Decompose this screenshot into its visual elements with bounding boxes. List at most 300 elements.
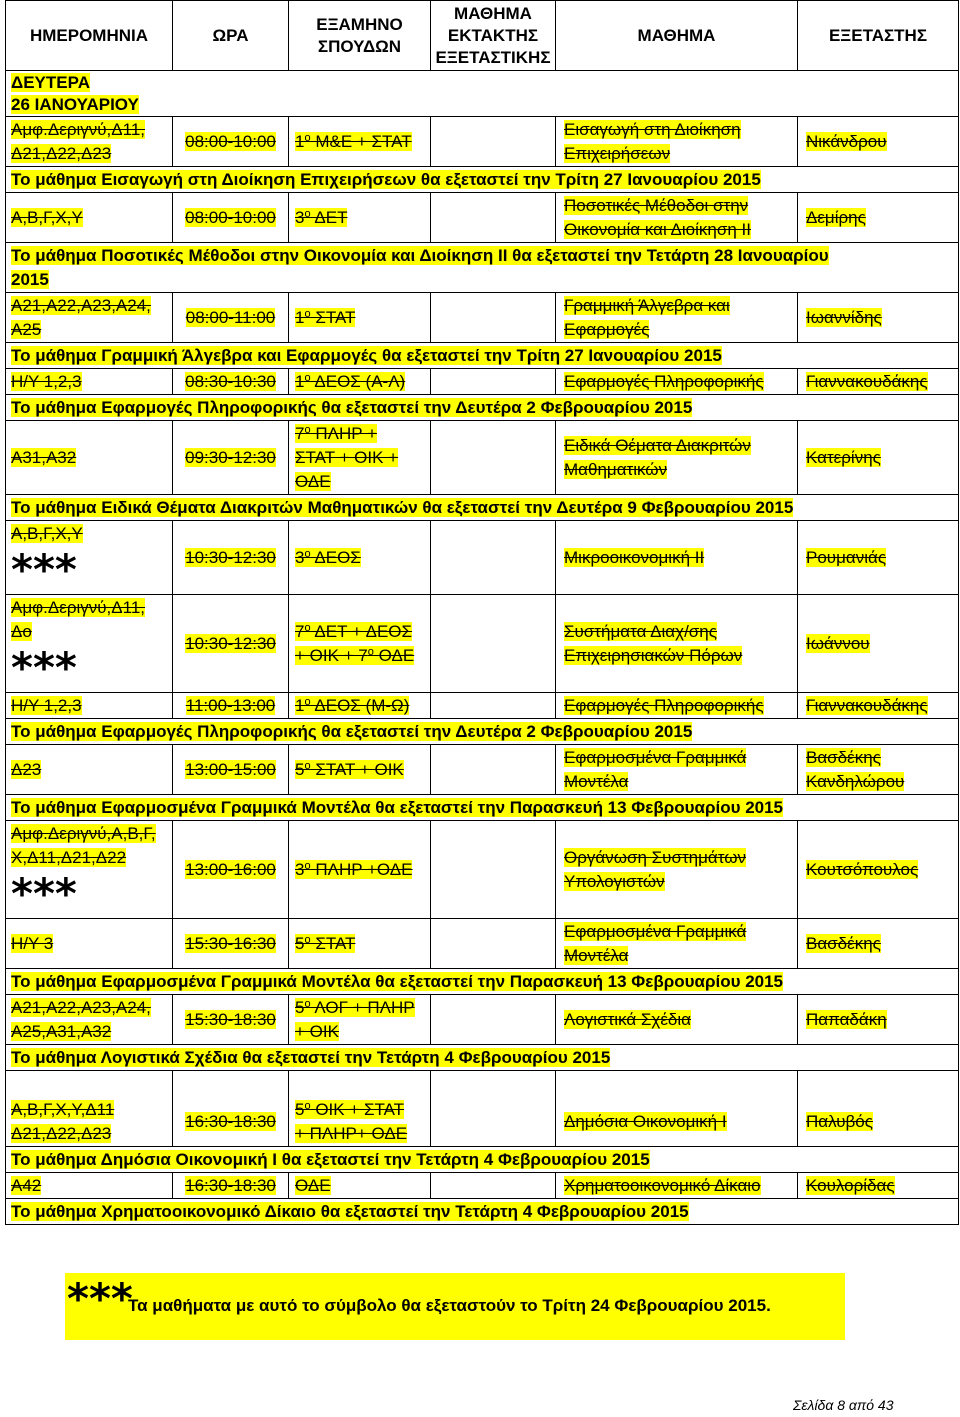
examiner-cell [798, 521, 959, 595]
makeup-course-cell [431, 1071, 556, 1147]
semester-line [295, 858, 422, 882]
time-text: 08:00-11:00 [185, 308, 276, 327]
exam-marker: *** [11, 545, 77, 594]
room-line [11, 1174, 170, 1198]
course-line [564, 546, 789, 570]
semester-text: $5^o$ ΣΤΑΤ [295, 934, 356, 953]
course-line [564, 194, 789, 218]
ordinal-superscript: ο [304, 548, 311, 560]
note-text: Το μάθημα Χρηματοοικονομικό Δίκαιο θα εξεταστεί την Τετάρτη 4 Φεβρουαρίου 2015 [11, 1202, 689, 1221]
header-row [6, 1, 959, 71]
course-text: Λογιστικά Σχέδια [564, 1010, 691, 1029]
time-line [175, 546, 286, 570]
time-text: 15:30-18:30 [185, 1010, 276, 1029]
time-line [175, 206, 286, 230]
examiner-line [806, 206, 950, 230]
course-text: Εφαρμογές [564, 320, 650, 339]
time-text: 13:00-15:00 [185, 760, 276, 779]
time-line [175, 370, 286, 394]
course-cell [556, 821, 798, 919]
exam-row [6, 745, 959, 795]
header-makeup-course [431, 1, 556, 71]
semester-text: $5^o$ ΣΤΑΤ + ΟΙΚ [295, 760, 404, 779]
examiner-text: Γιαννακουδάκης [806, 372, 928, 391]
room-line [11, 822, 170, 846]
makeup-course-cell [431, 821, 556, 919]
time-text: 11:00-13:00 [185, 696, 276, 715]
room-line [11, 1098, 170, 1122]
note-row [6, 395, 959, 421]
makeup-course-cell [431, 117, 556, 167]
course-text: Οργάνωση Συστημάτων [564, 848, 747, 867]
examiner-text: Κατερίνης [806, 448, 881, 467]
semester-cell [289, 821, 431, 919]
semester-line [295, 694, 422, 718]
semester-line [295, 306, 422, 330]
room-text: Δ21,Δ22,Δ23 [11, 144, 112, 163]
note-cell [6, 969, 959, 995]
exam-row [6, 421, 959, 495]
note-row [6, 1147, 959, 1173]
time-cell [173, 1071, 289, 1147]
time-cell [173, 193, 289, 243]
note-text: Το μάθημα Εφαρμοσμένα Γραμμικά Μοντέλα θα εξεταστεί την Παρασκευή 13 Φεβρουαρίου 2015 [11, 798, 784, 817]
note-line [11, 396, 950, 420]
note-row [6, 495, 959, 521]
course-line [564, 870, 789, 894]
time-cell [173, 745, 289, 795]
time-line [175, 1174, 286, 1198]
semester-text: $1^o$ ΔΕΟΣ (Α-Λ) [295, 372, 406, 391]
note-line [11, 496, 950, 520]
examiner-text: Νικάνδρου [806, 132, 887, 151]
time-cell [173, 293, 289, 343]
course-text: Εισαγωγή στη Διοίκηση [564, 120, 741, 139]
note-text: Το μάθημα Γραμμική Άλγεβρα και Εφαρμογές θα εξεταστεί την Τρίτη 27 Ιανουαρίου 2015 [11, 346, 722, 365]
time-line [175, 694, 286, 718]
course-cell [556, 193, 798, 243]
time-cell [173, 919, 289, 969]
header-semester-label: ΕΞΑΜΗΝΟ [316, 15, 403, 34]
room-text: Η/Υ 3 [11, 934, 54, 953]
day-line [11, 72, 953, 94]
examiner-cell [798, 293, 959, 343]
room-line [11, 758, 170, 782]
time-line [175, 130, 286, 154]
time-cell [173, 821, 289, 919]
exam-marker: *** [11, 643, 77, 692]
ordinal-superscript: ο [367, 646, 374, 658]
course-text: Εφαρμοσμένα Γραμμικά [564, 748, 747, 767]
course-line [564, 920, 789, 944]
semester-text: $1^o$ Μ&Ε + ΣΤΑΤ [295, 132, 412, 151]
note-cell [6, 1199, 959, 1225]
room-cell [6, 421, 173, 495]
day-cell [6, 71, 959, 117]
course-text: Γραμμική Άλγεβρα και [564, 296, 730, 315]
header-course [556, 1, 798, 71]
ordinal-superscript: ο [304, 372, 311, 384]
exam-row [6, 369, 959, 395]
room-cell [6, 369, 173, 395]
room-text: Η/Υ 1,2,3 [11, 372, 82, 391]
semester-text: $1^o$ ΣΤΑΤ [295, 308, 356, 327]
course-line [564, 294, 789, 318]
time-cell [173, 369, 289, 395]
examiner-line [806, 932, 950, 956]
room-text: Η/Υ 1,2,3 [11, 696, 82, 715]
exam-row [6, 693, 959, 719]
course-text: Εφαρμογές Πληροφορικής [564, 696, 764, 715]
examiner-cell [798, 821, 959, 919]
header-semester-label: ΣΠΟΥΔΩΝ [317, 37, 402, 56]
semester-text: $3^o$ ΠΛΗΡ +ΟΔΕ [295, 860, 413, 879]
room-line [11, 118, 170, 142]
time-cell [173, 521, 289, 595]
semester-text: + ΠΛΗΡ+ ΟΔΕ [295, 1124, 408, 1143]
course-line [564, 770, 789, 794]
room-line [11, 294, 170, 318]
examiner-text: Παπαδάκη [806, 1010, 887, 1029]
header-date-label: ΗΜΕΡΟΜΗΝΙΑ [29, 26, 149, 45]
room-text: Δ23 [11, 760, 42, 779]
semester-cell [289, 293, 431, 343]
note-text: 2015 [11, 270, 49, 289]
note-row [6, 969, 959, 995]
room-line [11, 522, 170, 546]
note-line [11, 168, 950, 192]
header-examiner-label: ΕΞΕΤΑΣΤΗΣ [828, 26, 928, 45]
time-line [175, 1110, 286, 1134]
room-text: Α,Β,Γ,Χ,Υ [11, 208, 83, 227]
examiner-text: Βασδέκης [806, 748, 881, 767]
course-text: Δημόσια Οικονομική Ι [564, 1112, 727, 1131]
time-text: 08:30-10:30 [185, 372, 276, 391]
semester-line [295, 130, 422, 154]
header-makeup-course-label: ΕΚΤΑΚΤΗΣ [447, 26, 539, 45]
examiner-text: Ιωαννίδης [806, 308, 882, 327]
note-cell [6, 1147, 959, 1173]
course-text: Μικροοικονομική ΙΙ [564, 548, 705, 567]
examiner-cell [798, 1173, 959, 1199]
course-line [564, 434, 789, 458]
course-cell [556, 117, 798, 167]
examiner-line [806, 632, 950, 656]
examiner-text: Βασδέκης [806, 934, 881, 953]
semester-cell [289, 693, 431, 719]
semester-cell [289, 595, 431, 693]
makeup-course-cell [431, 595, 556, 693]
time-cell [173, 995, 289, 1045]
day-group [6, 71, 959, 117]
room-line [11, 1020, 170, 1044]
day-row [6, 71, 959, 117]
ordinal-superscript: ο [304, 208, 311, 220]
course-line [564, 620, 789, 644]
semester-text: $7^o$ ΠΛΗΡ + [295, 424, 377, 443]
ordinal-superscript: ο [304, 860, 311, 872]
makeup-course-cell [431, 421, 556, 495]
course-line [564, 644, 789, 668]
time-line [175, 858, 286, 882]
semester-line [295, 932, 422, 956]
course-line [564, 370, 789, 394]
semester-text: ΟΔΕ [295, 472, 331, 491]
examiner-line [806, 858, 950, 882]
room-cell [6, 193, 173, 243]
course-text: Μαθηματικών [564, 460, 668, 479]
note-cell [6, 719, 959, 745]
room-cell [6, 521, 173, 595]
semester-line [295, 1174, 422, 1198]
examiner-text: Παλυβός [806, 1112, 873, 1131]
time-text: 16:30-18:30 [185, 1112, 276, 1131]
time-text: 13:00-16:00 [185, 860, 276, 879]
note-row [6, 795, 959, 821]
course-cell [556, 919, 798, 969]
course-cell [556, 521, 798, 595]
semester-text: $5^o$ ΛΟΓ + ΠΛΗΡ [295, 998, 415, 1017]
course-text: Μοντέλα [564, 946, 629, 965]
examiner-cell [798, 745, 959, 795]
course-line [564, 944, 789, 968]
room-line [11, 1122, 170, 1146]
semester-text: $3^o$ ΔΕΟΣ [295, 548, 361, 567]
note-cell [6, 167, 959, 193]
examiner-cell [798, 369, 959, 395]
exam-row [6, 117, 959, 167]
time-text: 09:30-12:30 [185, 448, 276, 467]
room-cell [6, 1071, 173, 1147]
examiner-cell [798, 117, 959, 167]
room-text: Α21,Α22,Α23,Α24, [11, 998, 151, 1017]
examiner-line [806, 130, 950, 154]
makeup-course-cell [431, 745, 556, 795]
examiner-cell [798, 919, 959, 969]
semester-line [295, 446, 422, 470]
header-makeup-course-label: ΕΞΕΤΑΣΤΙΚΗΣ [435, 48, 551, 67]
note-line [11, 344, 950, 368]
examiner-line [806, 1110, 950, 1134]
ordinal-superscript: ο [304, 760, 311, 772]
day-date: 26 ΙΑΝΟΥΑΡΙΟΥ [11, 95, 139, 114]
note-line [11, 720, 950, 744]
room-line [11, 206, 170, 230]
time-cell [173, 1173, 289, 1199]
semester-line [295, 206, 422, 230]
course-cell [556, 693, 798, 719]
semester-text: $3^o$ ΔΕΤ [295, 208, 348, 227]
ordinal-superscript: ο [304, 308, 311, 320]
room-line [11, 996, 170, 1020]
examiner-cell [798, 595, 959, 693]
note-text: Το μάθημα Εφαρμογές Πληροφορικής θα εξεταστεί την Δευτέρα 2 Φεβρουαρίου 2015 [11, 722, 693, 741]
course-cell [556, 595, 798, 693]
note-text: Το μάθημα Ειδικά Θέματα Διακριτών Μαθηματικών θα εξεταστεί την Δευτέρα 9 Φεβρουαρίου 2015 [11, 498, 794, 517]
course-text: Υπολογιστών [564, 872, 665, 891]
semester-line [295, 644, 422, 668]
schedule-rows [6, 117, 959, 1225]
examiner-line [806, 694, 950, 718]
course-line [564, 846, 789, 870]
semester-text: $7^o$ ΔΕΤ + ΔΕΟΣ [295, 622, 413, 641]
semester-cell [289, 745, 431, 795]
time-text: 08:00-10:00 [185, 208, 276, 227]
note-text: Το μάθημα Λογιστικά Σχέδια θα εξεταστεί την Τετάρτη 4 Φεβρουαρίου 2015 [11, 1048, 611, 1067]
time-cell [173, 117, 289, 167]
room-line [11, 620, 170, 644]
examiner-line [806, 746, 950, 770]
examiner-line [806, 446, 950, 470]
course-cell [556, 995, 798, 1045]
room-cell [6, 821, 173, 919]
day-line [11, 94, 953, 116]
examiner-line [806, 1008, 950, 1032]
semester-line [295, 758, 422, 782]
examiner-text: Γιαννακουδάκης [806, 696, 928, 715]
course-cell [556, 745, 798, 795]
time-text: 10:30-12:30 [185, 548, 276, 567]
course-cell [556, 369, 798, 395]
course-line [564, 318, 789, 342]
course-text: Συστήματα Διαχ/σης [564, 622, 717, 641]
examiner-cell [798, 693, 959, 719]
time-line [175, 632, 286, 656]
exam-row [6, 293, 959, 343]
course-text: Μοντέλα [564, 772, 629, 791]
room-text: Α42 [11, 1176, 42, 1195]
header-makeup-course-label: ΜΑΘΗΜΑ [454, 4, 532, 23]
ordinal-superscript: ο [304, 1100, 311, 1112]
course-text: Οικονομία και Διοίκηση ΙΙ [564, 220, 751, 239]
course-cell [556, 1071, 798, 1147]
examiner-text: Ρουμανιάς [806, 548, 887, 567]
room-line [11, 142, 170, 166]
course-text: Χρηματοοικονομικό Δίκαιο [564, 1176, 761, 1195]
course-text: Ποσοτικές Μέθοδοι στην [564, 196, 749, 215]
room-line [11, 694, 170, 718]
note-cell [6, 795, 959, 821]
time-cell [173, 693, 289, 719]
note-text: Το μάθημα Εφαρμοσμένα Γραμμικά Μοντέλα θα εξεταστεί την Παρασκευή 13 Φεβρουαρίου 2015 [11, 972, 784, 991]
time-line [175, 446, 286, 470]
semester-line [295, 546, 422, 570]
semester-line [295, 470, 422, 494]
course-cell [556, 1173, 798, 1199]
room-text: Αμφ.Δεριγνύ,Δ11, [11, 598, 146, 617]
note-cell [6, 343, 959, 369]
note-row [6, 343, 959, 369]
header-date [6, 1, 173, 71]
note-line [11, 1046, 950, 1070]
room-text: Α21,Α22,Α23,Α24, [11, 296, 151, 315]
semester-cell [289, 117, 431, 167]
note-row [6, 243, 959, 293]
exam-row [6, 995, 959, 1045]
ordinal-superscript: ο [304, 132, 311, 144]
note-line [11, 1200, 950, 1224]
header-course-label: ΜΑΘΗΜΑ [637, 26, 716, 45]
makeup-course-cell [431, 193, 556, 243]
semester-text: + $OIK + 7^o$ ΟΔΕ [295, 646, 415, 665]
examiner-text: Δεμίρης [806, 208, 866, 227]
time-text: 10:30-12:30 [185, 634, 276, 653]
semester-cell [289, 521, 431, 595]
semester-line [295, 1122, 422, 1146]
time-line [175, 306, 286, 330]
exam-row [6, 595, 959, 693]
footnote-symbol: *** [67, 1274, 133, 1323]
room-cell [6, 919, 173, 969]
room-line [11, 446, 170, 470]
course-text: Εφαρμογές Πληροφορικής [564, 372, 764, 391]
examiner-line [806, 770, 950, 794]
semester-line [295, 620, 422, 644]
time-line [175, 758, 286, 782]
course-text: Επιχειρήσεων [564, 144, 671, 163]
makeup-course-cell [431, 693, 556, 719]
semester-line [295, 1020, 422, 1044]
semester-cell [289, 1071, 431, 1147]
ordinal-superscript: ο [304, 424, 311, 436]
course-line [564, 218, 789, 242]
note-line [11, 268, 950, 292]
examiner-text: Κουτσόπουλος [806, 860, 919, 879]
examiner-text: Κουλορίδας [806, 1176, 895, 1195]
header-examiner [798, 1, 959, 71]
examiner-cell [798, 1071, 959, 1147]
examiner-text: Κανδηλώρου [806, 772, 905, 791]
note-text: Το μάθημα Δημόσια Οικονομική Ι θα εξεταστεί την Τετάρτη 4 Φεβρουαρίου 2015 [11, 1150, 650, 1169]
examiner-text: Ιωάννου [806, 634, 870, 653]
note-cell [6, 1045, 959, 1071]
course-text: Ειδικά Θέματα Διακριτών [564, 436, 751, 455]
examiner-cell [798, 421, 959, 495]
examiner-line [806, 306, 950, 330]
course-line [564, 694, 789, 718]
day-name: ΔΕΥΤΕΡΑ [11, 73, 90, 92]
ordinal-superscript: ο [304, 696, 311, 708]
time-cell [173, 595, 289, 693]
semester-line [295, 370, 422, 394]
course-cell [556, 293, 798, 343]
semester-cell [289, 1173, 431, 1199]
room-cell [6, 1173, 173, 1199]
note-text: Το μάθημα Ποσοτικές Μέθοδοι στην Οικονομία και Διοίκηση ΙΙ θα εξεταστεί την Τετάρτη 28 Ιανουαρίου [11, 246, 829, 265]
time-text: 15:30-16:30 [185, 934, 276, 953]
note-line [11, 970, 950, 994]
room-cell [6, 293, 173, 343]
examiner-cell [798, 193, 959, 243]
note-row [6, 1199, 959, 1225]
exam-schedule-table [5, 0, 959, 1225]
note-row [6, 1045, 959, 1071]
room-line [11, 596, 170, 620]
exam-row [6, 193, 959, 243]
semester-line [295, 1098, 422, 1122]
note-line [11, 244, 950, 268]
course-line [564, 746, 789, 770]
exam-marker: *** [11, 869, 77, 918]
time-text: 08:00-10:00 [185, 132, 276, 151]
footnote-text: Τα μαθήματα με αυτό το σύμβολο θα εξεταστούν το Τρίτη 24 Φεβρουαρίου 2015. [128, 1296, 771, 1315]
exam-row [6, 521, 959, 595]
course-line [564, 1174, 789, 1198]
semester-text: ΣΤΑΤ + ΟΙΚ + [295, 448, 399, 467]
note-cell [6, 395, 959, 421]
ordinal-superscript: ο [304, 622, 311, 634]
note-text: Το μάθημα Εισαγωγή στη Διοίκηση Επιχειρήσεων θα εξεταστεί την Τρίτη 27 Ιανουαρίου 2015 [11, 170, 761, 189]
